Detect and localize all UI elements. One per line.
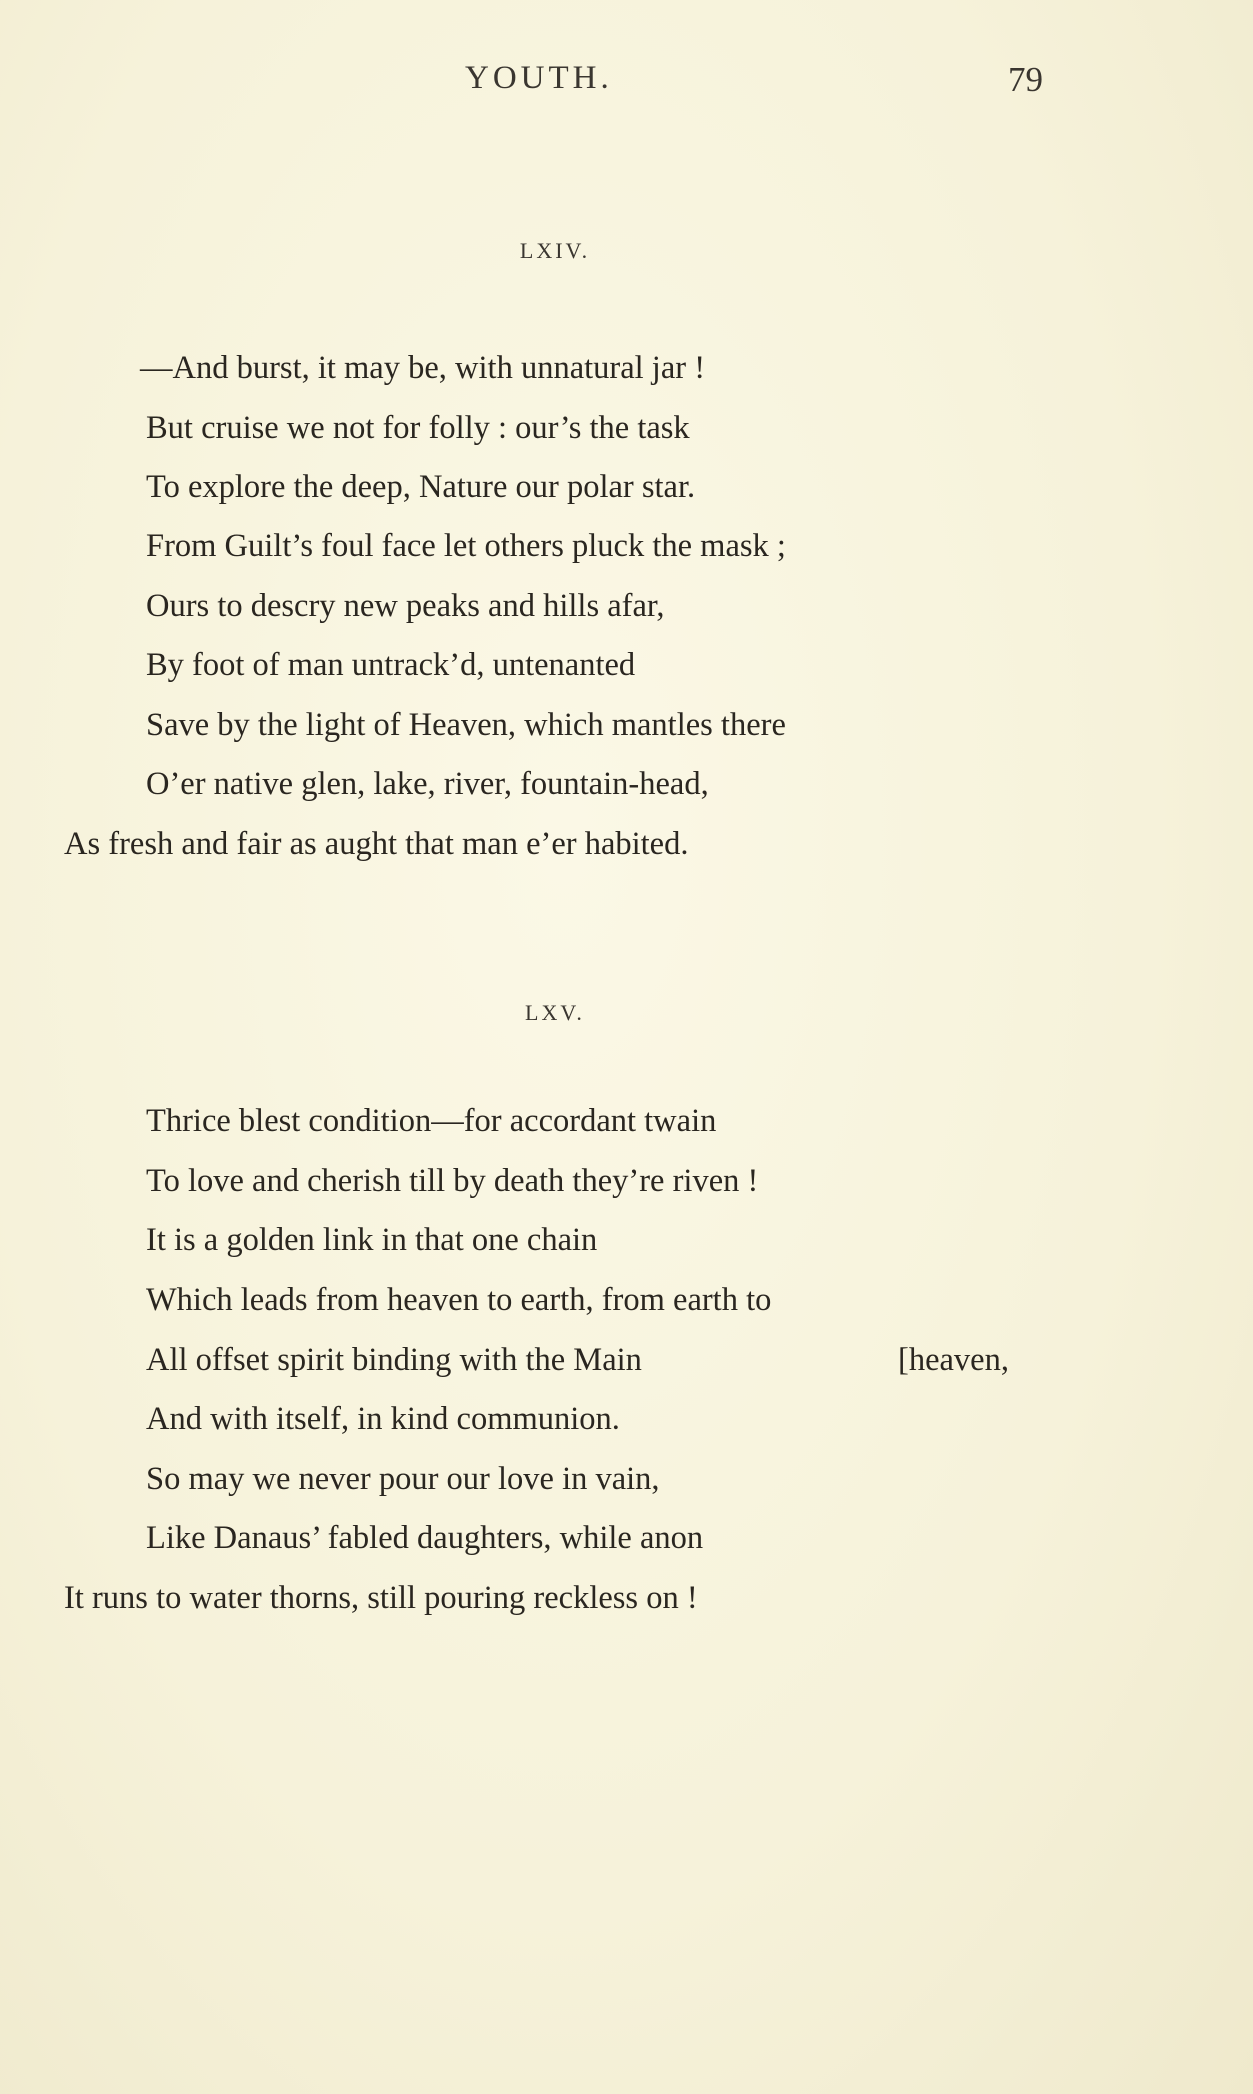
poem-line bbox=[146, 1340, 1106, 1380]
poem-line: As fresh and fair as aught that man e’er habited. bbox=[64, 826, 689, 862]
poem-line: So may we never pour our love in vain, bbox=[146, 1461, 660, 1497]
poem-line-text: All offset spirit binding with the Main bbox=[146, 1342, 642, 1378]
poem-line: To explore the deep, Nature our polar star. bbox=[146, 469, 696, 505]
poem-line: It runs to water thorns, still pouring reckless on ! bbox=[64, 1580, 698, 1616]
poem-line: —And burst, it may be, with unnatural jar ! bbox=[140, 350, 706, 386]
poem-line: And with itself, in kind communion. bbox=[146, 1401, 620, 1437]
running-head bbox=[0, 60, 1253, 110]
poem-line: From Guilt’s foul face let others pluck the mask ; bbox=[146, 528, 786, 564]
page-number: 79 bbox=[1008, 60, 1043, 99]
running-title: YOUTH. bbox=[465, 60, 613, 96]
poem-line: But cruise we not for folly : our’s the task bbox=[146, 410, 690, 446]
poem-line: To love and cherish till by death they’re riven ! bbox=[146, 1163, 759, 1199]
poem-line: O’er native glen, lake, river, fountain-head, bbox=[146, 766, 709, 802]
poem-line: By foot of man untrack’d, untenanted bbox=[146, 647, 636, 683]
poem-line: Like Danaus’ fabled daughters, while anon bbox=[146, 1520, 704, 1556]
turnover-bracket: [heaven, bbox=[898, 1342, 1009, 1378]
poem-line: It is a golden link in that one chain bbox=[146, 1222, 598, 1258]
poem-line: Thrice blest condition—for accordant twain bbox=[146, 1103, 717, 1139]
poem-line: Which leads from heaven to earth, from earth to bbox=[146, 1282, 772, 1318]
stanza-number-lxv: LXV. bbox=[525, 1000, 585, 1025]
stanza-number-lxiv: LXIV. bbox=[519, 238, 591, 263]
poem-line: Save by the light of Heaven, which mantles there bbox=[146, 707, 786, 743]
poem-line: Ours to descry new peaks and hills afar, bbox=[146, 588, 665, 624]
